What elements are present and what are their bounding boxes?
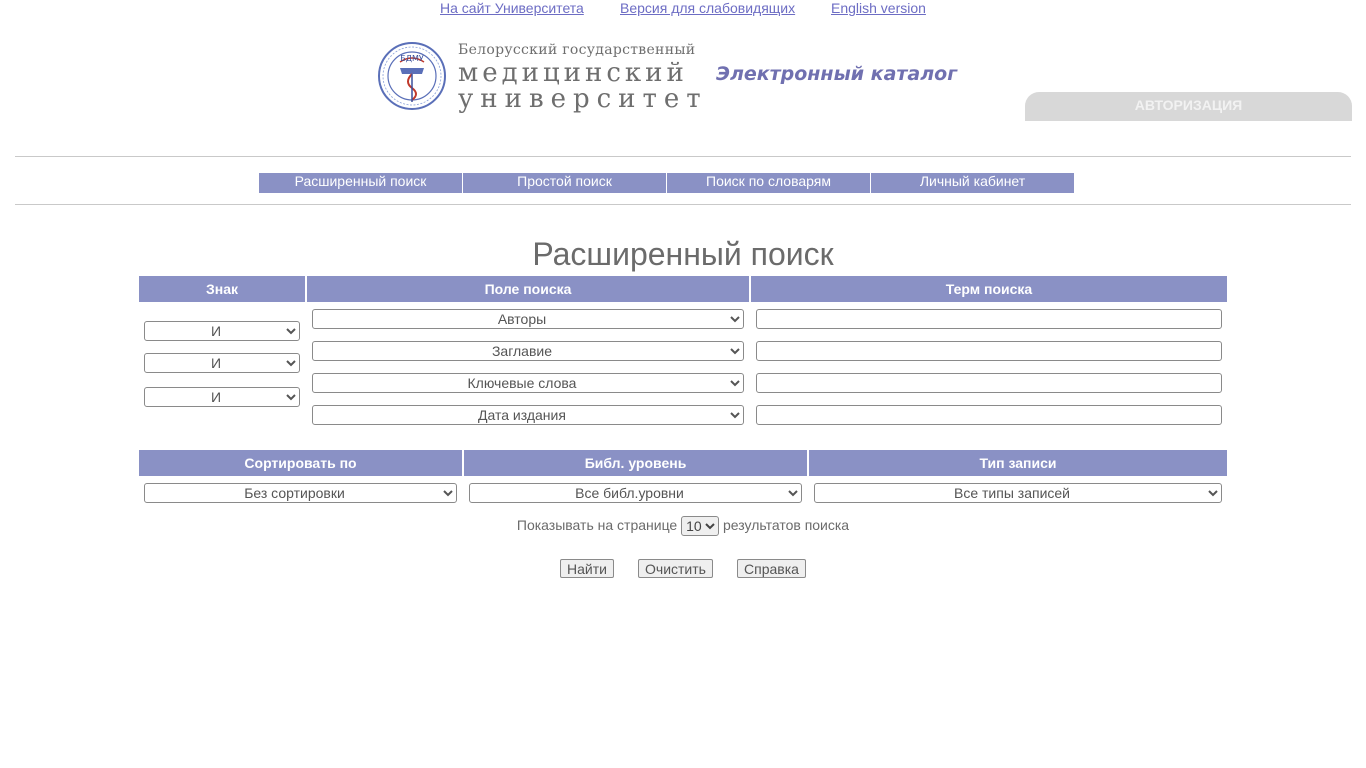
top-links — [0, 0, 1366, 18]
catalog-title: Электронный каталог — [716, 63, 958, 85]
term-input-4[interactable] — [756, 405, 1222, 425]
university-logo[interactable] — [378, 34, 708, 118]
nav-personal-account[interactable]: Личный кабинет — [871, 173, 1074, 193]
header-sort: Сортировать по — [139, 450, 462, 476]
nav-dictionary-search[interactable]: Поиск по словарям — [667, 173, 870, 193]
field-select-4[interactable] — [312, 405, 744, 425]
term-input-1[interactable] — [756, 309, 1222, 329]
header-search-term: Терм поиска — [751, 276, 1227, 302]
per-page-row — [0, 515, 1366, 536]
help-button[interactable]: Справка — [737, 559, 806, 578]
english-version-link[interactable]: English version — [831, 0, 926, 16]
logo-line-3: университет — [458, 84, 708, 114]
per-page-prefix: Показывать на странице — [516, 517, 678, 533]
svg-text:БДМУ: БДМУ — [400, 54, 424, 63]
page-title: Расширенный поиск — [532, 236, 834, 272]
sort-select[interactable] — [144, 483, 457, 503]
operator-select-2[interactable] — [144, 353, 300, 373]
field-select-2[interactable] — [312, 341, 744, 361]
bsmu-emblem-icon — [378, 34, 448, 118]
university-site-link[interactable]: На сайт Университета — [440, 0, 584, 16]
per-page-select[interactable] — [681, 516, 719, 536]
divider-top — [15, 156, 1351, 157]
header-record-type: Тип записи — [809, 450, 1227, 476]
nav-advanced-search[interactable]: Расширенный поиск — [259, 173, 462, 193]
divider-bottom — [15, 204, 1351, 205]
find-button[interactable]: Найти — [560, 559, 614, 578]
term-input-3[interactable] — [756, 373, 1222, 393]
header-search-field: Поле поиска — [307, 276, 749, 302]
per-page-suffix: результатов поиска — [723, 517, 850, 533]
logo-text — [458, 42, 708, 112]
field-select-3[interactable] — [312, 373, 744, 393]
clear-button[interactable]: Очистить — [638, 559, 713, 578]
authorization-tab[interactable]: АВТОРИЗАЦИЯ — [1025, 92, 1352, 121]
low-vision-version-link[interactable]: Версия для слабовидящих — [620, 0, 796, 16]
bib-level-select[interactable] — [469, 483, 802, 503]
operator-select-3[interactable] — [144, 387, 300, 407]
field-select-1[interactable] — [312, 309, 744, 329]
term-input-2[interactable] — [756, 341, 1222, 361]
logo-line-1: Белорусский государственный — [458, 42, 696, 58]
record-type-select[interactable] — [814, 483, 1222, 503]
operator-select-1[interactable] — [144, 321, 300, 341]
logo-line-2: медицинский — [458, 58, 688, 88]
header-bib-level: Библ. уровень — [464, 450, 807, 476]
header-sign: Знак — [139, 276, 305, 302]
nav-simple-search[interactable]: Простой поиск — [463, 173, 666, 193]
